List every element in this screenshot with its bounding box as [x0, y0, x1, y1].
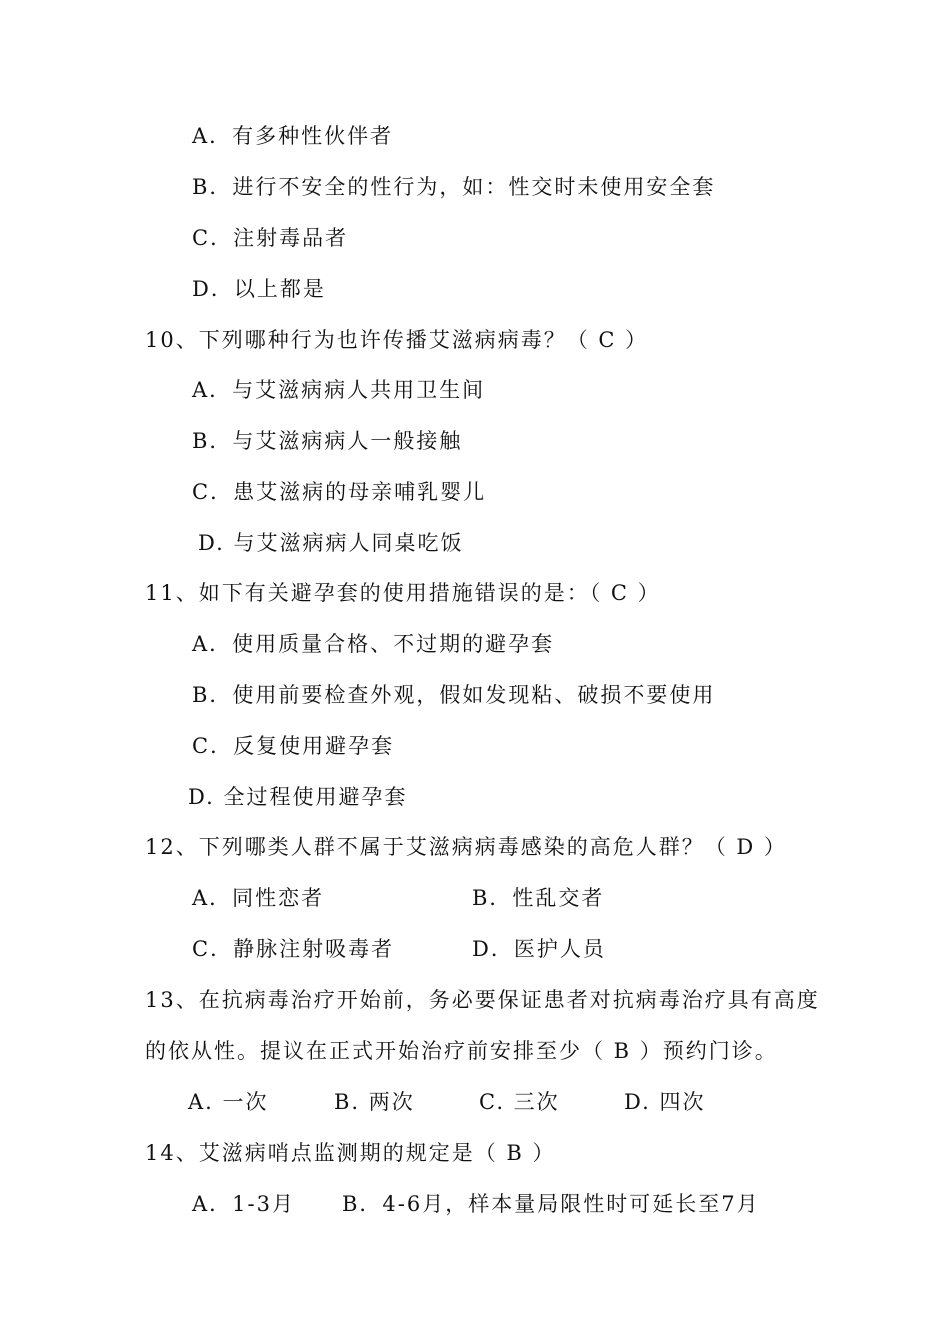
question-14: 14、艾滋病哨点监测期的规定是（ B ）: [145, 1141, 556, 1165]
option-line: C．注射毒品者: [192, 226, 349, 250]
question-11: 11、如下有关避孕套的使用措施错误的是：（ C ）: [145, 581, 661, 605]
option-line: A．同性恋者: [192, 886, 325, 910]
question-10: 10、下列哪种行为也许传播艾滋病病毒？（ C ）: [145, 328, 649, 352]
option-line: D．以上都是: [192, 277, 326, 301]
question-13-continued: 的依从性。提议在正式开始治疗前安排至少（ B ）预约门诊。: [145, 1039, 778, 1063]
option-line: C. 三次: [479, 1090, 560, 1114]
option-line: C．静脉注射吸毒者: [192, 937, 395, 961]
option-line: A．1-3月: [192, 1192, 295, 1216]
question-12: 12、下列哪类人群不属于艾滋病病毒感染的高危人群？（ D ）: [145, 835, 787, 859]
option-line: A．与艾滋病病人共用卫生间: [192, 378, 486, 402]
option-line: D. 全过程使用避孕套: [188, 785, 408, 809]
option-line: B．进行不安全的性行为，如：性交时未使用安全套: [192, 175, 716, 199]
question-13: 13、在抗病毒治疗开始前，务必要保证患者对抗病毒治疗具有高度: [145, 988, 820, 1012]
option-line: B. 两次: [334, 1090, 415, 1114]
option-line: B．与艾滋病病人一般接触: [192, 429, 463, 453]
option-line: B．使用前要检查外观，假如发现粘、破损不要使用: [192, 683, 716, 707]
option-line: B．性乱交者: [472, 886, 605, 910]
option-line: C．反复使用避孕套: [192, 734, 395, 758]
option-line: D．医护人员: [472, 937, 606, 961]
option-line: B．4-6月，样本量局限性时可延长至7月: [342, 1192, 760, 1216]
option-line: D. 四次: [624, 1090, 706, 1114]
option-line: C．患艾滋病的母亲哺乳婴儿: [192, 480, 487, 504]
option-line: A．有多种性伙伴者: [192, 124, 394, 148]
option-line: D. 与艾滋病病人同桌吃饭: [198, 531, 464, 555]
option-line: A. 一次: [188, 1090, 269, 1114]
option-line: A．使用质量合格、不过期的避孕套: [192, 632, 555, 656]
